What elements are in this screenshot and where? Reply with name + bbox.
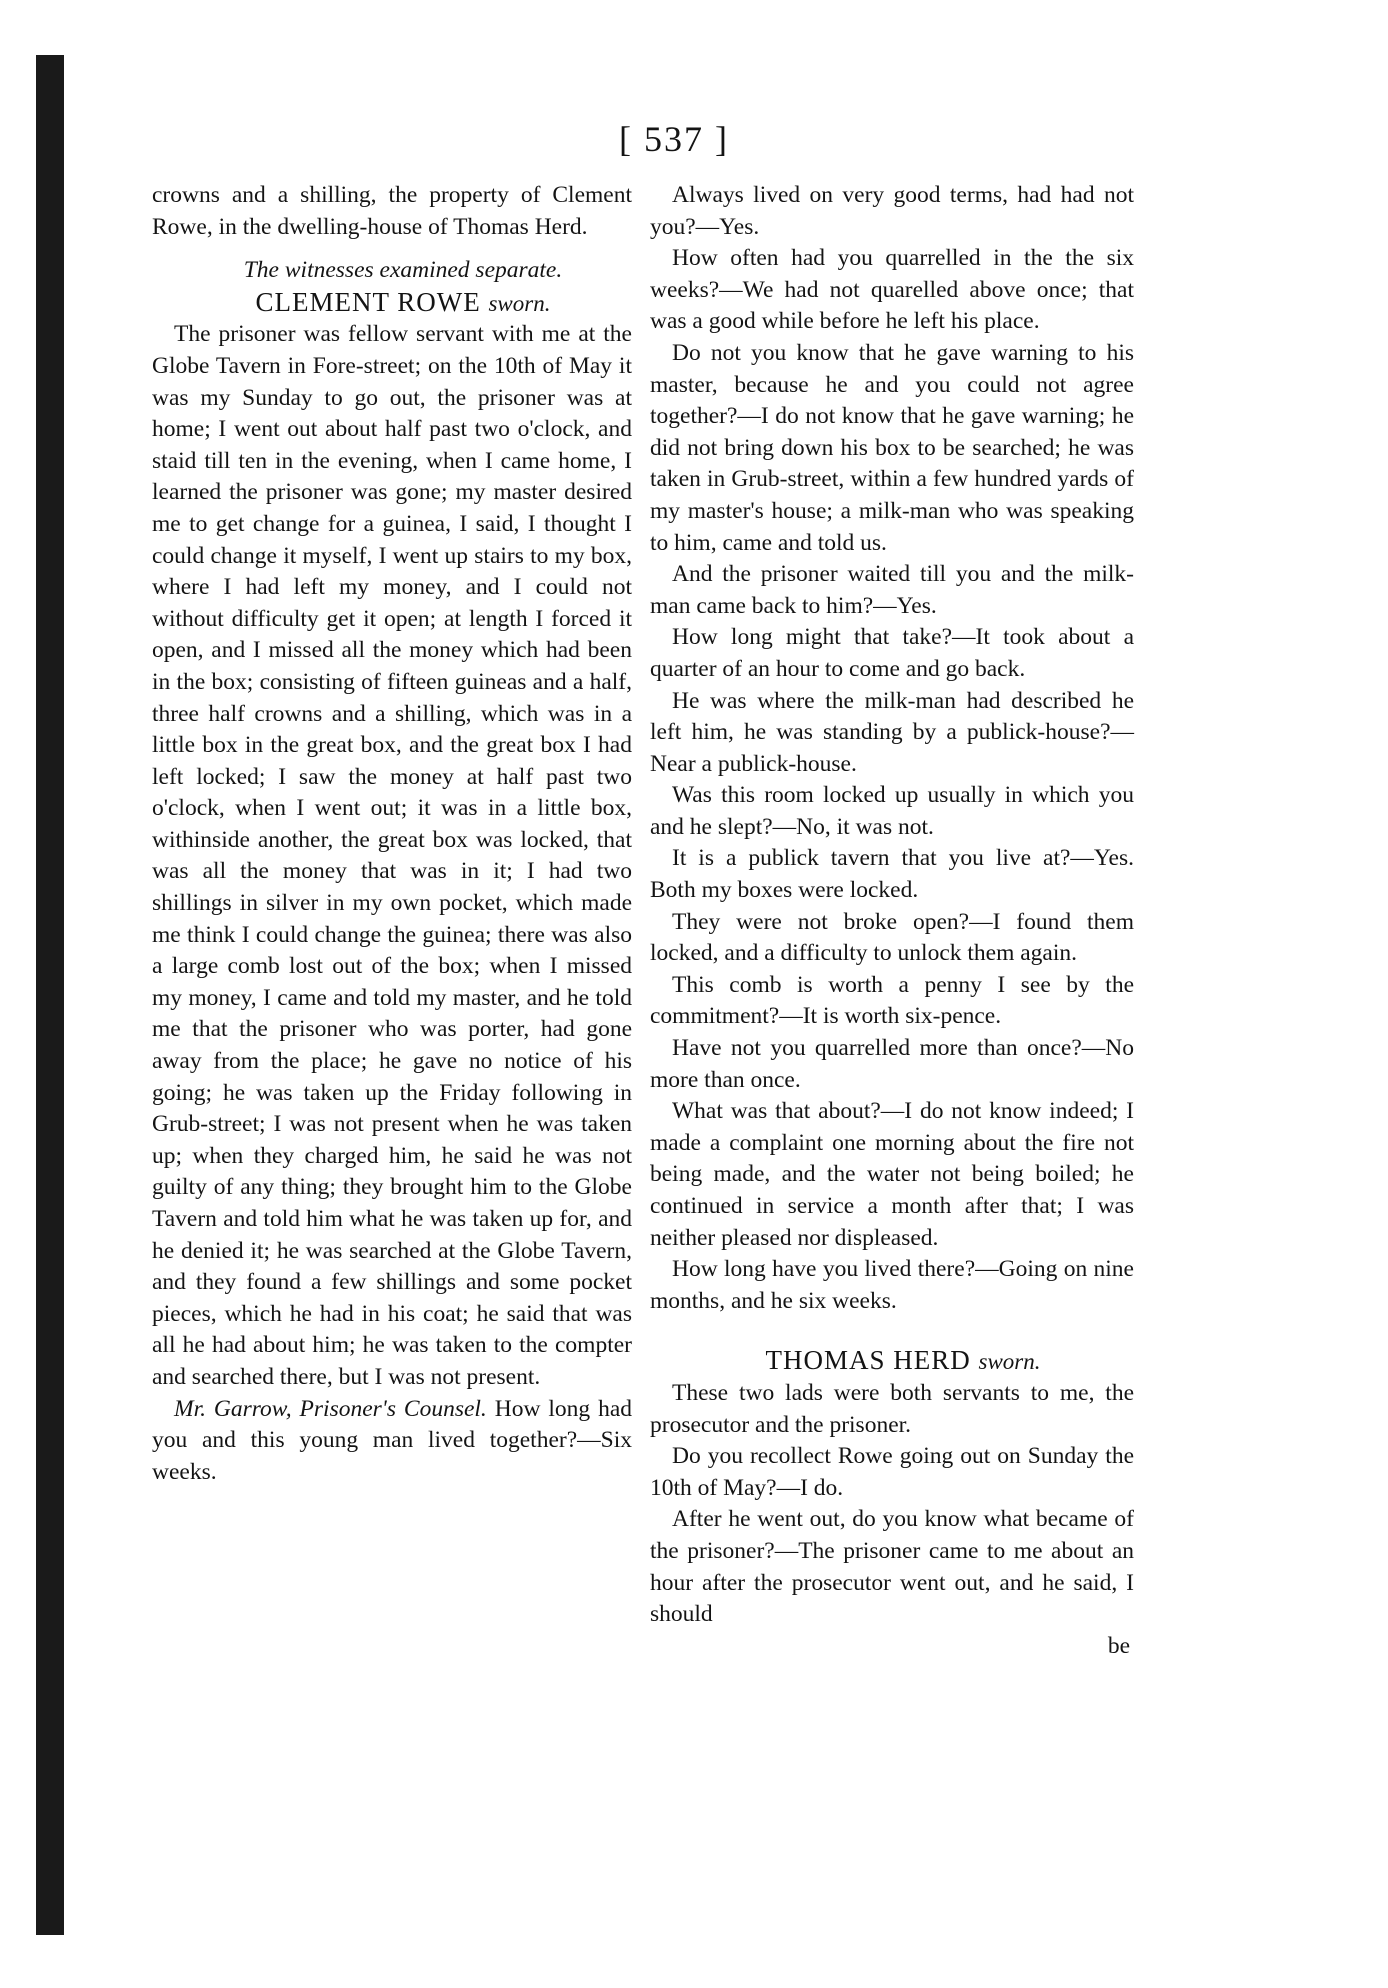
paragraph: Do not you know that he gave warning to his master, because he and you could not agree together?—I do not know that he gave warning; he did not bring down his box to be searched; he was taken in Grub-street, within a few hundred yards of my master's house; a milk-man who was speaking to him, came and told us. [650, 339, 1134, 556]
paragraph: This comb is worth a penny I see by the commitment?—It is worth six-pence. [650, 971, 1134, 1030]
section-note: The witnesses examined separate. [243, 257, 563, 284]
sworn-label: sworn. [978, 1349, 1041, 1375]
paragraph: Was this room locked up usually in which you and he slept?—No, it was not. [650, 782, 1134, 840]
paragraph: Do you recollect Rowe going out on Sunday the 10th of May?—I do. [650, 1443, 1134, 1501]
sworn-label: sworn. [488, 290, 551, 316]
catchword: be [1107, 1632, 1130, 1659]
paragraph: What was that about?—I do not know indeed; I made a complaint one morning about the fire not being made, and the water not being boiled; he continued in service a month after that; I was neither pleased nor displeased. [650, 1098, 1134, 1251]
paragraph: It is a publick tavern that you live at?—Yes. Both my boxes were locked. [650, 845, 1134, 904]
paragraph: They were not broke open?—I found them locked, and a difficulty to unlock them again. [650, 908, 1134, 967]
witness-heading [650, 1345, 1134, 1378]
paragraph: He was where the milk-man had described he left him, he was standing by a publick-house?—Near a publick-house. [650, 687, 1134, 777]
paragraph: Have not you quarrelled more than once?—No more than once. [650, 1035, 1134, 1093]
left-column [152, 180, 632, 1488]
paragraph: The prisoner was fellow servant with me at the Globe Tavern in Fore-street; on the 10th of May it was my Sunday to go out, the prisoner was at home; I went out about half past two o'clock, and staid till ten in the evening, when I came home, I learned the prisoner was gone; my master desired me to get change for a guinea, I said, I thought I could change it myself, I went up stairs to my box, where I had left my money, and I could not without difficulty get it open; at length I forced it open, and I missed all the money which had been in the box; consisting of fifteen guineas and a half, three half crowns and a shilling, which was in a little box in the great box, and the great box I had left locked; I saw the money at half past two o'clock, when I went out; it was in a little box, withinside another, the great box was locked, that was all the money that was in it; I had two shillings in silver in my own pocket, which made me think I could change the guinea; there was also a large comb lost out of the box; when I missed my money, I came and told my master, and he told me that the prisoner who was porter, had gone away from the place; he gave no notice of his going; he was taken up the Friday following in Grub-street; I was not present when he was taken up; when they charged him, he said he was not guilty of any thing; they brought him to the Globe Tavern and told him what he was taken up for, and he denied it; he was searched at the Globe Tavern, and they found a few shillings and some pocket pieces, which he had in his coat; he said that was all he had about him; he was taken to the compter and searched there, but I was not present. [152, 321, 632, 1390]
witness-heading [152, 287, 632, 320]
paragraph: And the prisoner waited till you and the milk-man came back to him?—Yes. [650, 561, 1134, 619]
paragraph: Always lived on very good terms, had had not you?—Yes. [650, 182, 1134, 240]
page-number: [ 537 ] [619, 119, 729, 159]
paragraph-text: How long had you and this young man lived together?—Six weeks. [152, 1395, 633, 1485]
paragraph [152, 1394, 632, 1489]
paragraph: How often had you quarrelled in the the six weeks?—We had not quarelled above once; that was a good while before he left his place. [650, 245, 1134, 335]
paragraph: After he went out, do you know what became of the prisoner?—The prisoner came to me about an hour after the prosecutor went out, and he said, I should [650, 1506, 1134, 1628]
right-column [650, 180, 1134, 1662]
scan-edge-shadow [36, 55, 64, 1935]
paragraph: crowns and a shilling, the property of Clement Rowe, in the dwelling-house of Thomas Herd. [152, 182, 632, 240]
witness-name: CLEMENT ROWE [255, 286, 481, 317]
witness-name: THOMAS HERD [765, 1345, 971, 1376]
paragraph: How long have you lived there?—Going on nine months, and he six weeks. [650, 1256, 1134, 1314]
paragraph: How long might that take?—It took about a quarter of an hour to come and go back. [650, 624, 1134, 682]
paragraph: These two lads were both servants to me, the prosecutor and the prisoner. [650, 1379, 1134, 1438]
counsel-label: Mr. Garrow, Prisoner's Counsel. [174, 1395, 487, 1422]
